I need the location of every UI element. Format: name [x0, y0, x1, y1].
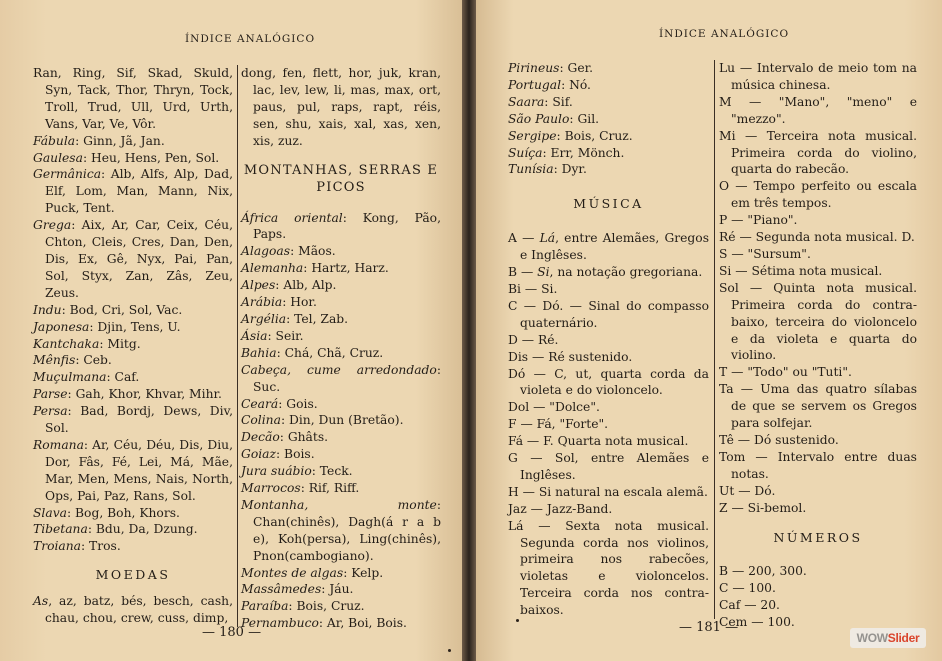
entry-text: : Ghâts. [279, 430, 329, 445]
entry-term: As [33, 594, 49, 609]
entry-text: Ran, Ring, Sif, Skad, Skuld, Syn, Tack, Thor, Thryn, Tock, Troll, Trud, Ull, Urd, Urth, Vans, Var, Ve, Vôr. [33, 66, 233, 131]
entry-term: Montanha, monte [241, 497, 437, 512]
entry-text: : Sif. [544, 94, 573, 109]
entry-term: Kantchaka [33, 336, 100, 351]
entry-text: : Bod, Cri, Sol, Vac. [61, 302, 183, 317]
index-entry [508, 332, 709, 349]
entry-text: B — [508, 265, 538, 280]
entry-text: : Gois. [278, 396, 318, 411]
entry-term: Tunísia [508, 162, 554, 177]
entry-term: Parse [33, 387, 68, 402]
index-entry [508, 399, 709, 416]
entry-term: Alpes [241, 278, 276, 293]
moedas-heading: MOEDAS [95, 567, 171, 583]
entry-text: : Bois. [275, 447, 315, 462]
index-entry [508, 161, 709, 178]
index-entry: Z — Si-bemol. [719, 500, 807, 515]
entry-text: Jaz — Jazz-Band. [508, 501, 613, 516]
left-page-number: — 180 — [202, 625, 262, 640]
index-entry [33, 593, 233, 627]
index-entry [508, 366, 709, 400]
entry-term: Grega [33, 218, 72, 233]
index-entry [508, 230, 709, 264]
index-entry: Cem — 100. [719, 615, 795, 630]
entry-text: : Nó. [561, 77, 591, 92]
index-entry [241, 429, 441, 446]
entry-text: : Alb, Alfs, Alp, Dad, Elf, Lom, Man, Mann, Nix, Puck, Tent. [45, 167, 233, 216]
entry-term: Fábula [33, 133, 76, 148]
entry-text: Dó — C, ut, quarta corda da violeta e do violoncelo. [508, 366, 709, 398]
index-entry: Ut — Dó. [719, 483, 776, 498]
right-page-number: — 181 — [679, 620, 739, 635]
index-entry [241, 581, 441, 598]
index-entry: Mi — Terceira nota musical. Primeira corda do violino, quarta do rabecão. [719, 128, 917, 177]
musica-heading: MÚSICA [573, 196, 644, 212]
entry-term: Suíça [508, 145, 543, 160]
index-entry [508, 94, 709, 111]
entry-text: G — Sol, entre Alemães e Inglêses. [508, 451, 709, 482]
index-entry: Caf — 20. [719, 598, 780, 613]
wowslider-watermark: WOW Slider [850, 628, 926, 648]
entry-text: Dol — "Dolce". [508, 400, 600, 415]
index-entry [508, 349, 709, 366]
entry-italic: Si [537, 265, 550, 280]
entry-term: África oriental [241, 210, 343, 225]
entry-rest: , na notação gregoriana. [549, 265, 703, 280]
entry-text: : Bad, Bordj, Dews, Div, Sol. [45, 404, 233, 436]
coins-continued: dong, fen, flett, hor, juk, kran, lac, lev, lew, li, mas, max, ort, paus, pul, raps, rapt, réis, sen, shu, xais, xal, xas, xen, xis, zuz. [241, 66, 441, 148]
entry-text: : Alb, Alp. [275, 278, 337, 293]
entry-term: Japonesa [33, 319, 90, 334]
index-entry [33, 437, 233, 505]
index-entry [241, 396, 441, 413]
entry-term: Indu [33, 302, 62, 317]
index-entry [241, 463, 441, 480]
entry-term: Bahia [241, 345, 277, 360]
entry-text: : Bdu, Da, Dzung. [87, 522, 198, 537]
entry-text: : Rif, Riff. [300, 481, 360, 496]
entry-text: C — Dó. — Sinal do compasso quaternário. [508, 298, 709, 330]
entry-term: Persa [33, 404, 68, 419]
index-entry [33, 319, 233, 336]
index-entry: O — Tempo perfeito ou escala em três tempos. [719, 179, 917, 211]
right-page [476, 0, 942, 661]
entry-text: : Tros. [81, 539, 121, 554]
entry-text: : Err, Mönch. [542, 145, 625, 160]
index-entry [508, 450, 709, 484]
index-entry [508, 518, 709, 619]
entry-text: Lá — Sexta nota musical. Segunda corda nos violinos, primeira nos rabecões, violetas e violoncelos. Terceira corda nos contra-baixos. [508, 518, 709, 618]
montanhas-heading: MONTANHAS, SERRAS E PICOS [243, 162, 439, 195]
index-entry [33, 386, 233, 403]
index-entry: S — "Sursum". [719, 246, 811, 261]
entry-term: São Paulo [508, 111, 570, 126]
ink-speck [448, 649, 451, 652]
entry-term: Alemanha [241, 261, 304, 276]
entry-term: Marrocos [241, 481, 301, 496]
left-page-header: ÍNDICE ANALÓGICO [185, 33, 316, 45]
index-entry: T — "Todo" ou "Tuti". [719, 365, 852, 380]
entry-italic: Lá [539, 231, 556, 246]
index-entry: B — 200, 300. [719, 564, 807, 579]
entry-text: F — Fá, "Forte". [508, 417, 609, 432]
entry-text: : Din, Dun (Bretão). [280, 413, 404, 428]
entry-term: Romana [33, 437, 84, 452]
index-entry: P — "Piano". [719, 213, 798, 228]
entry-text: A — [508, 231, 540, 246]
entry-text: : Heu, Hens, Pen, Sol. [82, 150, 220, 165]
index-entry [508, 111, 709, 128]
entry-text: : Jáu. [321, 582, 354, 597]
moedas-entries [33, 593, 233, 627]
entry-term: Colina [241, 413, 281, 428]
entry-term: Mênfis [33, 353, 76, 368]
entry-text: : Seir. [267, 328, 304, 343]
left-column-2 [241, 65, 441, 632]
entry-term: Portugal [508, 77, 562, 92]
index-entry [241, 277, 441, 294]
right-column-1 [508, 60, 715, 619]
entry-text: : Ar, Boi, Bois. [318, 616, 407, 631]
entry-text: : Kong, Pão, Paps. [253, 210, 441, 242]
entry-text: : Teck. [311, 464, 353, 479]
index-entry [241, 598, 441, 615]
entry-text: : Ginn, Jã, Jan. [75, 133, 165, 148]
index-entry [241, 311, 441, 328]
musica-continued [719, 60, 917, 516]
numeros-entries [719, 563, 917, 631]
entry-rest: , entre Alemães, Gregos e Inglêses. [520, 231, 710, 263]
montanhas-entries [241, 210, 441, 633]
entry-term: Montes de algas [241, 565, 344, 580]
entry-term: Sergipe [508, 128, 557, 143]
index-entry: Si — Sétima nota musical. [719, 263, 883, 278]
index-entry [241, 260, 441, 277]
entry-text: : Dyr. [553, 162, 587, 177]
entry-term: Jura suábio [241, 464, 312, 479]
entry-text: : Suc. [253, 362, 441, 394]
index-entry: Ta — Uma das quatro sílabas de que se servem os Gregos para solfejar. [719, 382, 917, 431]
index-entry [241, 446, 441, 463]
index-entry [33, 521, 233, 538]
left-column-1 [33, 65, 238, 627]
entry-term: Massâmedes [241, 582, 322, 597]
index-entry: Tom — Intervalo entre duas notas. [719, 449, 917, 481]
entry-term: Alagoas [241, 244, 291, 259]
index-entry [241, 497, 441, 565]
index-entry: Tê — Dó sustenido. [719, 432, 839, 447]
index-entry [241, 210, 441, 244]
entry-text: : Ceb. [75, 353, 112, 368]
index-entry [241, 412, 441, 429]
right-page-header: ÍNDICE ANALÓGICO [659, 28, 790, 40]
index-entry [33, 217, 233, 302]
entry-text: : Mitg. [99, 336, 141, 351]
index-entry [508, 77, 709, 94]
entry-text: : Bois, Cruz. [288, 599, 365, 614]
entry-text: H — Si natural na escala alemã. [508, 484, 708, 499]
entry-term: Argélia [241, 311, 287, 326]
index-entry [33, 65, 233, 133]
index-entry [508, 433, 709, 450]
book-spine [462, 0, 476, 661]
index-entry [241, 345, 441, 362]
ink-speck [516, 619, 519, 622]
index-entry [508, 128, 709, 145]
entry-term: Germânica [33, 167, 102, 182]
gods-entries [33, 65, 233, 555]
index-entry [33, 166, 233, 217]
entry-text: D — Ré. [508, 332, 559, 347]
entry-text: : Tel, Zab. [286, 311, 349, 326]
index-entry [508, 60, 709, 77]
entry-text: : Ger. [559, 61, 594, 75]
index-entry [508, 501, 709, 518]
entry-term: Saara [508, 94, 545, 109]
numeros-heading: NÚMEROS [773, 530, 863, 546]
entry-term: Muçulmana [33, 370, 107, 385]
index-entry [33, 302, 233, 319]
index-entry [33, 352, 233, 369]
index-entry [33, 150, 233, 167]
entry-term: Tibetana [33, 522, 88, 537]
entry-text: : Chan(chinês), Dagh(á r a b e), Koh(persa), Ling(chinês), Pnon(cambogiano). [253, 497, 441, 563]
index-entry [33, 403, 233, 437]
entry-text: : Hor. [282, 295, 317, 310]
index-entry [508, 264, 709, 281]
index-entry: Ré — Segunda nota musical. D. [719, 230, 915, 245]
index-entry [241, 565, 441, 582]
entry-term: Slava [33, 505, 67, 520]
index-entry [241, 480, 441, 497]
index-entry [241, 362, 441, 396]
entry-text: : Gah, Khor, Khvar, Mihr. [67, 387, 222, 402]
entry-term: Pirineus [508, 61, 560, 75]
index-entry: Sol — Quinta nota musical. Primeira corda do contra-baixo, terceira do violoncelo e da violeta e quarta do violino. [719, 280, 917, 363]
entry-term: Ásia [241, 328, 268, 343]
index-entry [33, 538, 233, 555]
index-entry [508, 298, 709, 332]
entry-text: : Djin, Tens, U. [89, 319, 181, 334]
index-entry: C — 100. [719, 581, 776, 596]
entry-term: Gaulesa [33, 150, 83, 165]
entry-text: : Aix, Ar, Car, Ceix, Céu, Chton, Cleis, Cres, Dan, Den, Dis, Ex, Gê, Nyx, Pai, Pan, Sol, Styx, Zan, Zâs, Zeu, Zeus. [45, 218, 233, 300]
entry-text: Fá — F. Quarta nota musical. [508, 434, 689, 449]
entry-text: Bi — Si. [508, 281, 558, 296]
index-entry [241, 328, 441, 345]
index-entry [33, 505, 233, 522]
entry-term: Cabeça, cume arredondado [241, 362, 437, 377]
entry-text: , az, batz, bés, besch, cash, chau, chou, crew, cuss, dimp, [45, 594, 233, 626]
musica-entries [508, 230, 709, 619]
index-entry: M — "Mano", "meno" e "mezzo". [719, 94, 917, 126]
entry-text: : Hartz, Harz. [303, 261, 389, 276]
index-entry [508, 484, 709, 501]
index-entry [33, 369, 233, 386]
entry-term: Pernambuco [241, 616, 319, 631]
entry-text: : Caf. [106, 370, 140, 385]
entry-term: Paraíba [241, 599, 289, 614]
entry-text: : Bois, Cruz. [556, 128, 633, 143]
entry-text: Dis — Ré sustenido. [508, 349, 633, 364]
entry-term: Arábia [241, 295, 283, 310]
entry-term: Decão [241, 430, 280, 445]
index-entry [508, 145, 709, 162]
index-entry [33, 336, 233, 353]
right-column-2 [719, 60, 917, 631]
index-entry [241, 243, 441, 260]
left-page [0, 0, 462, 661]
entry-term: Ceará [241, 396, 279, 411]
index-entry [241, 615, 441, 632]
entry-term: Troiana [33, 539, 81, 554]
entry-text: : Chá, Chã, Cruz. [276, 345, 384, 360]
entry-text: : Kelp. [343, 565, 384, 580]
entry-text: : Ar, Céu, Déu, Dis, Diu, Dor, Fâs, Fé, Lei, Má, Mãe, Mar, Men, Mens, Nais, North, Ops, Pai, Paz, Rans, Sol. [45, 437, 233, 503]
index-entry [508, 281, 709, 298]
index-entry [241, 294, 441, 311]
index-entry [508, 416, 709, 433]
entry-text: : Bog, Boh, Khors. [66, 505, 180, 520]
index-entry [33, 133, 233, 150]
entry-text: : Gil. [569, 111, 600, 126]
index-entry: Lu — Intervalo de meio tom na música chinesa. [719, 61, 917, 92]
mountains-continued [508, 60, 709, 178]
entry-term: Goiaz [241, 447, 276, 462]
entry-text: : Mãos. [290, 244, 336, 259]
